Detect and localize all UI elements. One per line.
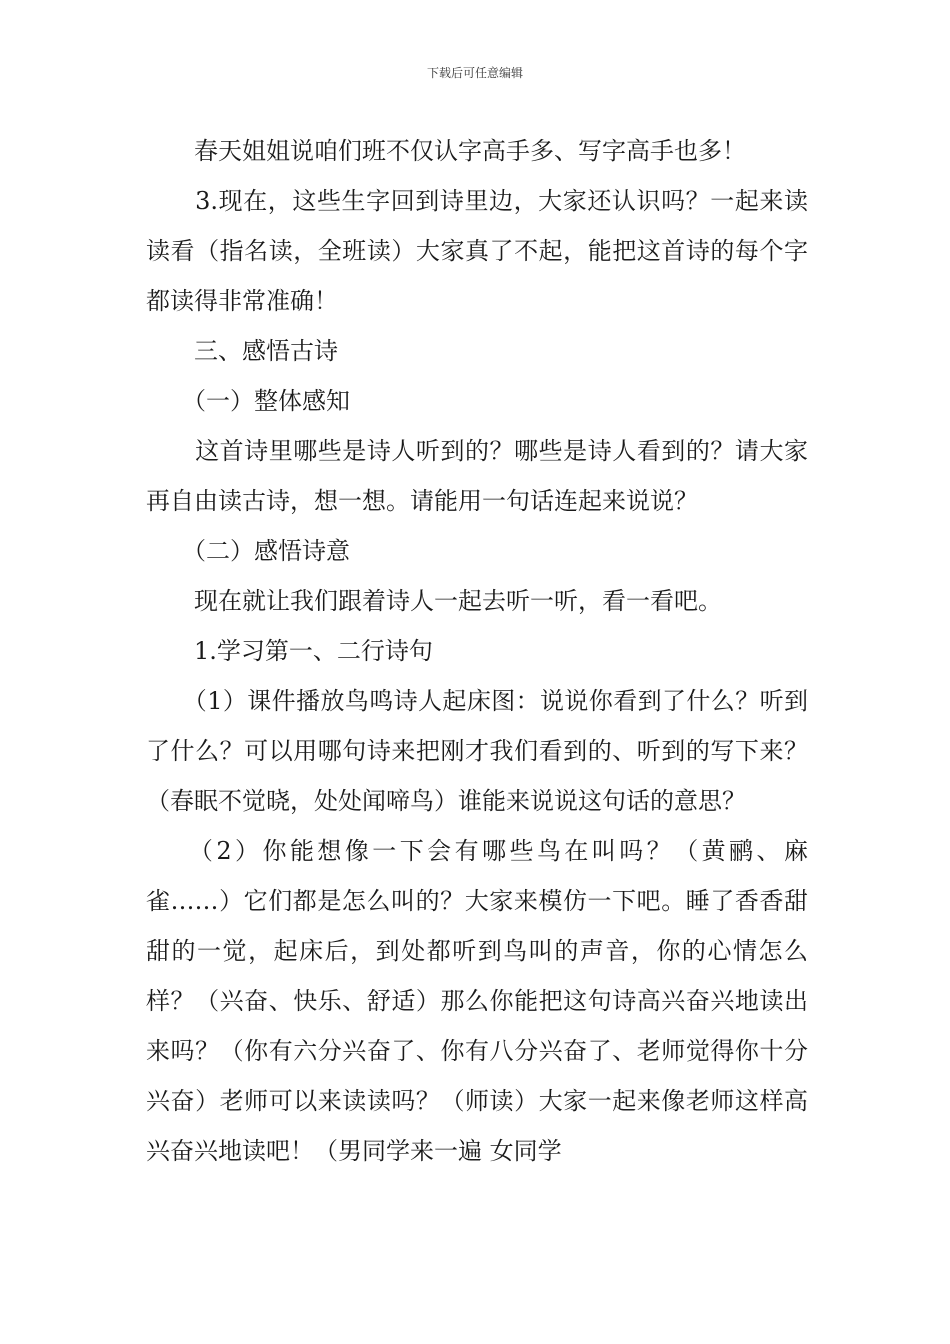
subsection-heading-overall-perception: （一）整体感知 (146, 387, 350, 415)
paragraph-imagine-birds: （2）你能想像一下会有哪些鸟在叫吗？（黄鹂、麻雀……）它们都是怎么叫的？大家来模仿一下吧。睡了香香甜甜的一觉，起床后，到处都听到鸟叫的声音，你的心情怎么样？（兴奋、快乐、舒适）那么你能把这句诗高兴奋兴地读出来吗？（你有六分兴奋了、你有八分兴奋了、老师觉得你十分兴奋）老师可以来读读吗？（师读）大家一起来像老师这样高兴奋兴地读吧！（男同学来一遍 女同学 (146, 837, 808, 1165)
paragraph-spring-sister: 春天姐姐说咱们班不仅认字高手多、写字高手也多！ (146, 137, 746, 165)
paragraph-new-characters-in-poem: 3.现在，这些生字回到诗里边，大家还认识吗？一起来读读看（指名读，全班读）大家真了不起，能把这首诗的每个字都读得非常准确！ (146, 187, 808, 315)
paragraph-courseware-bird-song: （1）课件播放鸟鸣诗人起床图：说说你看到了什么？听到了什么？可以用哪句诗来把刚才我们看到的、听到的写下来？（春眠不觉晓，处处闻啼鸟）谁能来说说这句话的意思？ (146, 687, 808, 815)
document-body (146, 126, 808, 1176)
subsection-heading-poem-meaning: （二）感悟诗意 (146, 537, 350, 565)
paragraph-follow-poet: 现在就让我们跟着诗人一起去听一听，看一看吧。 (146, 587, 722, 615)
paragraph-heard-and-seen: 这首诗里哪些是诗人听到的？哪些是诗人看到的？请大家再自由读古诗，想一想。请能用一句话连起来说说？ (146, 437, 808, 515)
item-heading-lines-one-two: 1.学习第一、二行诗句 (146, 637, 433, 665)
section-heading-understand-poem: 三、感悟古诗 (146, 337, 338, 365)
page-header: 下载后可任意编辑 (426, 66, 523, 80)
